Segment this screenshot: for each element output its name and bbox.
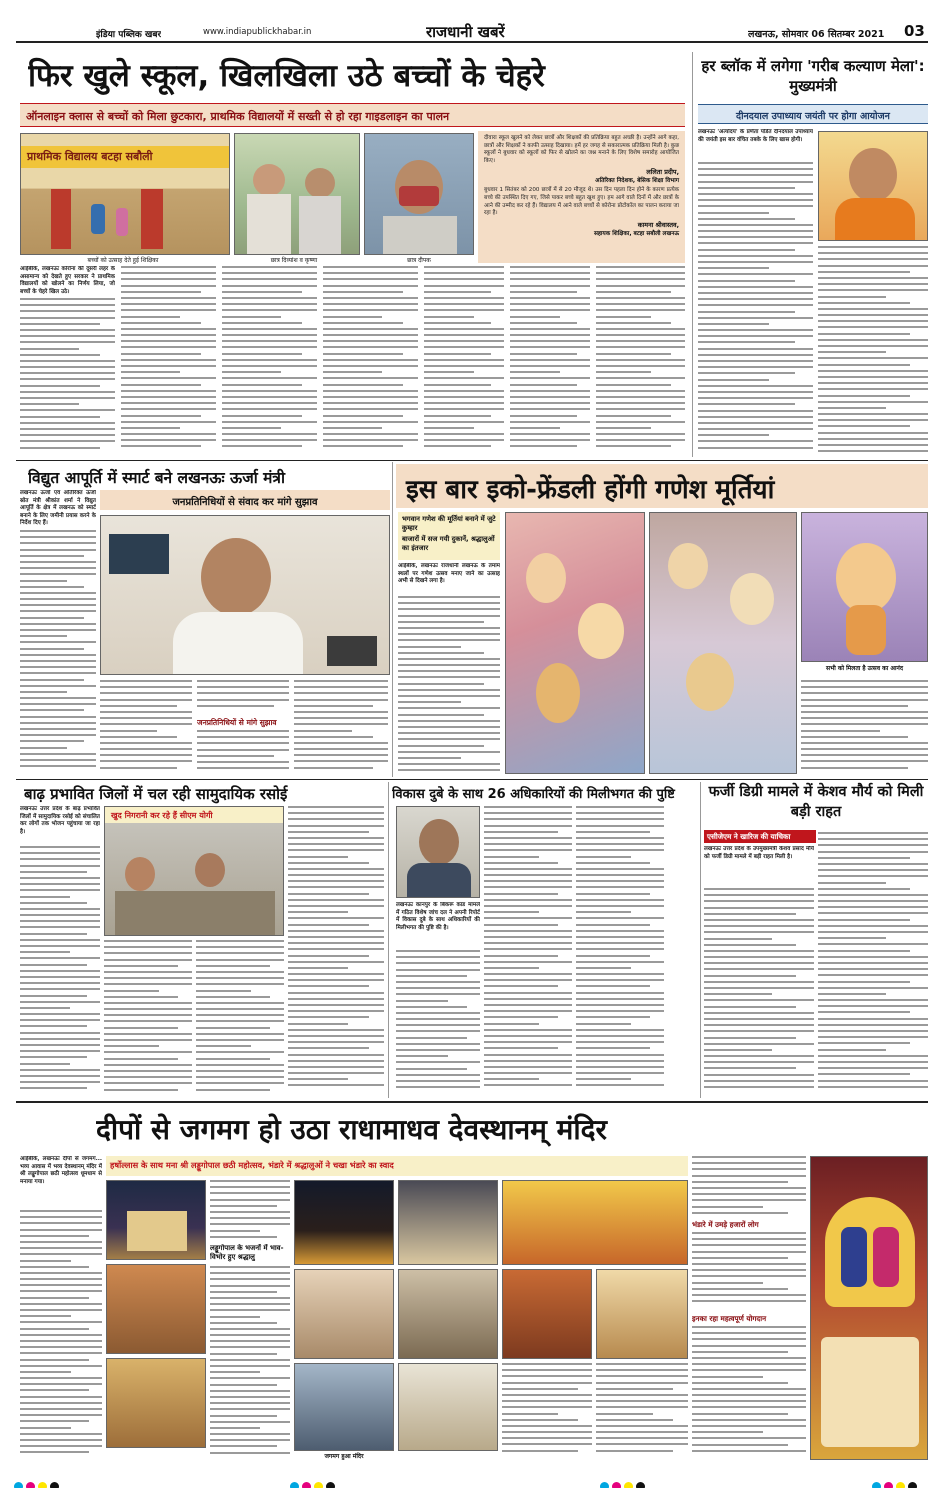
story-energy-inner-heading: जनप्रतिनिधियों से मांगे सुझाव bbox=[197, 718, 277, 727]
ganesh-bullet-2: बाजारों में सज गयी दुकानें, श्रद्धालुओं का इंतजार bbox=[402, 535, 495, 552]
story-temple-subhead: हर्षोल्लास के साथ मना श्री लड्डूगोपाल छठी महोत्सव, भंडारे में श्रद्धालुओं ने चखा भंडारे का स्वाद bbox=[110, 1160, 394, 1170]
section-title: राजधानी खबरें bbox=[426, 23, 505, 41]
masthead-rule bbox=[16, 41, 928, 43]
ganesh-idols-photo-1 bbox=[505, 512, 645, 774]
paper-name: इंडिया पब्लिक खबर bbox=[96, 30, 162, 40]
story-mela-lead: लखनऊः 'अंत्योदय' के प्रणेता पंडित दीनदयाल उपाध्याय की जयंती इस बार वंचित तबके के लिए खास होगी। bbox=[698, 129, 813, 143]
story-energy-headline: विद्युत आपूर्ति में स्मार्ट बने लखनऊः ऊर्जा मंत्री bbox=[28, 469, 285, 487]
temple-bhajan-photo bbox=[294, 1269, 394, 1359]
story-energy-body-col2 bbox=[100, 680, 192, 775]
story-kitchen-lead: लखनऊः उत्तर प्रदेश के बाढ़ प्रभावित जिलों में सामुदायिक रसोई को संचालित कर लोगों तक भोजन पहुंचाया जा रहा है। bbox=[20, 806, 100, 835]
story-maurya-body-col1 bbox=[704, 888, 814, 1096]
story-schools-body-col5 bbox=[424, 266, 504, 458]
story-temple-body-col3 bbox=[502, 1363, 592, 1460]
temple-child-photo bbox=[596, 1269, 688, 1359]
students-photo-caption: छात्र दिव्यांश व कृष्णा bbox=[244, 256, 344, 264]
story-schools-body-col2 bbox=[121, 266, 216, 458]
temple-devotees-photo-1 bbox=[106, 1264, 206, 1354]
story-dubey-body-col3 bbox=[576, 806, 664, 1096]
story-kitchen-body-col3 bbox=[196, 940, 284, 1096]
story-schools-subhead-bar bbox=[20, 103, 685, 127]
kitchen-photo-caption: खुद निगरानी कर रहे हैं सीएम योगी bbox=[111, 811, 213, 820]
story-kitchen-headline: बाढ़ प्रभावित जिलों में चल रही सामुदायिक रसोई bbox=[24, 785, 288, 803]
registration-magenta bbox=[26, 1482, 35, 1488]
temple-diyas-photo bbox=[294, 1180, 394, 1265]
energy-minister-photo bbox=[100, 515, 390, 675]
registration-marks-left bbox=[14, 1476, 74, 1488]
registration-marks-center-left bbox=[290, 1476, 350, 1488]
story-kitchen-body-col4 bbox=[288, 806, 384, 1096]
ganesh-idols-photo-2 bbox=[649, 512, 797, 774]
registration-cyan bbox=[14, 1482, 23, 1488]
website: www.indiapublickhabar.in bbox=[203, 27, 312, 37]
school-sign: प्राथमिक विद्यालय बटहा सबौली bbox=[27, 150, 153, 163]
story-temple-body-col5c bbox=[692, 1326, 806, 1460]
quote-kamana: बुधवार 1 सितंबर को 200 छात्रों में से 20 मौजूद थे। उस दिन पहला दिन होने के कारण प्रत्येक बच्चे की उपस्थित दिए गए, जिसे पाकर बच्चे बहुत खुश हुए। हम आगे वाले दिनों में और छात्रों के आने की उम्मीद कर रहे हैं। विद्यालय में आने वाले बच्चों से कोरोना प्रोटोकॉल का पालन कराया जा रहा है। bbox=[484, 187, 679, 217]
story-dubey-headline: विकास दुबे के साथ 26 अधिकारियों की मिलीभगत की पुष्टि bbox=[392, 787, 675, 802]
temple-crowd-photo bbox=[398, 1180, 498, 1265]
chief-minister-photo bbox=[818, 131, 928, 241]
column-divider-4 bbox=[700, 782, 701, 1098]
dateline: लखनऊ, सोमवार 06 सितम्बर 2021 bbox=[748, 29, 885, 40]
column-divider-2 bbox=[392, 462, 393, 777]
page-number: 03 bbox=[904, 22, 925, 40]
story-mela-body-col2 bbox=[818, 246, 928, 457]
story-dubey-lead: लखनऊः कानपुर के बिकरू कांड मामले में गठित विशेष जांच दल ने अपनी रिपोर्ट में विकास दुबे के साथ अधिकारियों की मिलीभगत की पुष्टि की है। bbox=[396, 902, 480, 931]
story-temple-body-col4 bbox=[596, 1363, 688, 1460]
registration-yellow bbox=[38, 1482, 47, 1488]
quote-kamana-author: कामना श्रीवास्तव, bbox=[637, 220, 679, 229]
temple-inner-heading-1: लड्डूगोपाल के भजनों में भाव-विभोर हुए श्रद्धालु bbox=[210, 1244, 284, 1261]
story-temple-body-col5b bbox=[692, 1232, 806, 1312]
story-temple-body-col5a bbox=[692, 1156, 806, 1218]
story-mela-subhead: दीनदयाल उपाध्याय जयंती पर होगा आयोजन bbox=[736, 111, 890, 122]
story-schools-body-col3 bbox=[222, 266, 317, 458]
story-temple-headline: दीपों से जगमग हो उठा राधामाधव देवस्थानम् मंदिर bbox=[96, 1113, 607, 1146]
students-photo bbox=[234, 133, 360, 255]
story-ganesh-banner bbox=[396, 464, 928, 508]
story-ganesh-bullets bbox=[398, 512, 500, 560]
story-schools-subhead: ऑनलाइन क्लास से बच्चों को मिला छुटकारा, प्राथमिक विद्यालयों में सख्ती से हो रहा गाइडलाइन का पालन bbox=[26, 110, 450, 123]
story-ganesh-headline: इस बार इको-फ्रेंडली होंगी गणेश मूर्तियां bbox=[406, 475, 775, 505]
quote-lalita-designation: अतिरिक्त निदेशक, बेसिक शिक्षा विभाग bbox=[595, 178, 679, 185]
registration-marks-center-right bbox=[600, 1476, 660, 1488]
story-energy-subhead-bar bbox=[100, 490, 390, 510]
story-schools-body-col4 bbox=[323, 266, 418, 458]
story-ganesh-lead: आईबीके, लखनऊः राजधानी लखनऊ के तमाम स्थलों पर गणेश उत्सव मनाए जाने का उत्साह अभी से दिखने लगा है। bbox=[398, 563, 500, 585]
quote-lalita: दीवारा स्कूल खुलने को लेकर छात्रों और शिक्षकों की प्रतिक्रिया बहुत अच्छी है। उन्होंने आगे कहा, छात्रों और शिक्षकों ने काफी उत्साह दिखाया। हमें हर जगह से सकारात्मक प्रतिक्रिया मिली है। कुछ स्कूलों ने बुधवार को स्कूलों को फिर से खोलने का जश्न मनाने के लिए विशेष समारोह आयोजित किए। bbox=[484, 135, 679, 164]
section-divider-3 bbox=[16, 1101, 928, 1103]
story-kitchen-body-col1 bbox=[20, 846, 100, 1096]
temple-group-photo bbox=[398, 1363, 498, 1451]
student-deepak-caption: छात्र दीपक bbox=[384, 256, 454, 264]
temple-bhandara-photo bbox=[398, 1269, 498, 1359]
registration-marks-right bbox=[872, 1476, 932, 1488]
story-schools-body-col1 bbox=[20, 298, 115, 458]
story-ganesh-body-col2 bbox=[801, 680, 928, 775]
story-energy-body-col4 bbox=[294, 680, 388, 775]
story-mela-headline: हर ब्लॉक में लगेगा 'गरीब कल्याण मेला': मुख्यमंत्री bbox=[701, 57, 925, 95]
story-maurya-lead: लखनऊः उत्तर प्रदेश के उपमुख्यमंत्री केशव प्रसाद मौर्य को फर्जी डिग्री मामले में बड़ी राहत मिली है। bbox=[704, 846, 814, 860]
ganesh-photo-caption: सभी को मिलता है उत्सव का आनंद bbox=[801, 664, 928, 672]
radhamadhav-idol-photo bbox=[810, 1156, 928, 1460]
temple-devotees-photo-2 bbox=[106, 1358, 206, 1448]
story-temple-body-col2b bbox=[210, 1266, 290, 1460]
temple-priest-photo bbox=[294, 1363, 394, 1451]
story-ganesh-body-col1 bbox=[398, 596, 500, 776]
story-energy-lead: लखनऊः ऊर्जा एवं अतिरिक्त ऊर्जा स्रोत मंत्री श्रीकांत शर्मा ने विद्युत आपूर्ति के क्षेत्र में लखनऊ को स्मार्ट बनाने के लिए जमीनी प्रयास करने के निर्देश दिए हैं। bbox=[20, 490, 96, 527]
story-temple-lead: आईबीके, लखनऊः दीपों से जगमग... भव्य आवास में भव्य देवस्थानम् मंदिर में श्री लड्डूगोपाल छठी महोत्सव धूमधाम से मनाया गया। bbox=[20, 1156, 102, 1185]
story-schools-lead: आईबीके, लखनऊः कोरोना की दूसरी लहर के असामान्य को देखते हुए सरकार ने प्राथमिक विद्यालयों को खोलने का निर्णय लिया, जो बच्चों के चेहरे खिल उठे। bbox=[20, 266, 115, 295]
story-schools-headline: फिर खुले स्कूल, खिलखिला उठे बच्चों के चेहरे bbox=[28, 58, 545, 94]
masthead bbox=[0, 0, 945, 44]
story-energy-body-col3b bbox=[197, 730, 289, 775]
story-schools-body-col6 bbox=[510, 266, 590, 458]
student-deepak-photo bbox=[364, 133, 474, 255]
story-maurya-tag: एसीजेएम ने खारिज की याचिका bbox=[704, 830, 816, 843]
story-maurya-body-col2 bbox=[818, 832, 928, 1096]
temple-inner-heading-2: भंडारे में उमड़े हजारों लोग bbox=[692, 1220, 759, 1229]
story-kitchen-body-col2 bbox=[104, 940, 192, 1096]
story-temple-subhead-bar bbox=[106, 1156, 688, 1176]
temple-night-photo bbox=[106, 1180, 206, 1260]
kitchen-photo bbox=[104, 806, 284, 936]
registration-black bbox=[50, 1482, 59, 1488]
temple-photo-caption: जगमग हुआ मंदिर bbox=[294, 1452, 394, 1460]
story-schools-body-col7 bbox=[596, 266, 685, 458]
quote-box bbox=[478, 131, 685, 263]
school-building-photo bbox=[20, 133, 230, 255]
temple-idol-decoration-photo bbox=[502, 1180, 688, 1265]
story-mela-subhead-bar bbox=[698, 104, 928, 124]
temple-aarti-photo bbox=[502, 1269, 592, 1359]
ganesh-bullet-1: भगवान गणेश की मूर्तियां बनाने में जुटे कुम्हार bbox=[402, 515, 496, 532]
story-mela-body-col1 bbox=[698, 162, 813, 457]
column-divider-3 bbox=[388, 782, 389, 1098]
story-dubey-body-col1 bbox=[396, 950, 480, 1096]
story-temple-body-col2 bbox=[210, 1180, 290, 1242]
quote-kamana-designation: सहायक शिक्षिका, बटहा सबौली लखनऊ bbox=[593, 230, 679, 237]
story-dubey-body-col2 bbox=[484, 806, 572, 1096]
column-divider bbox=[692, 52, 693, 457]
temple-inner-heading-3: इनका रहा महत्वपूर्ण योगदान bbox=[692, 1314, 767, 1323]
ganesh-idol-closeup-photo bbox=[801, 512, 928, 662]
story-energy-subhead: जनप्रतिनिधियों से संवाद कर मांगे सुझाव bbox=[172, 497, 318, 508]
vikas-dubey-photo bbox=[396, 806, 480, 898]
section-divider-2 bbox=[16, 779, 928, 780]
story-energy-body-col1 bbox=[20, 530, 96, 775]
school-photo-caption: बच्चों को उत्साह देते हुई शिक्षिका bbox=[48, 256, 198, 264]
story-temple-body-col1 bbox=[20, 1210, 102, 1460]
quote-lalita-author: ललिता प्रदीप, bbox=[646, 168, 679, 177]
story-energy-body-col3 bbox=[197, 680, 289, 716]
section-divider-1 bbox=[16, 460, 928, 461]
story-maurya-headline: फर्जी डिग्री मामले में केशव मौर्य को मिली बड़ी राहत bbox=[708, 784, 924, 820]
